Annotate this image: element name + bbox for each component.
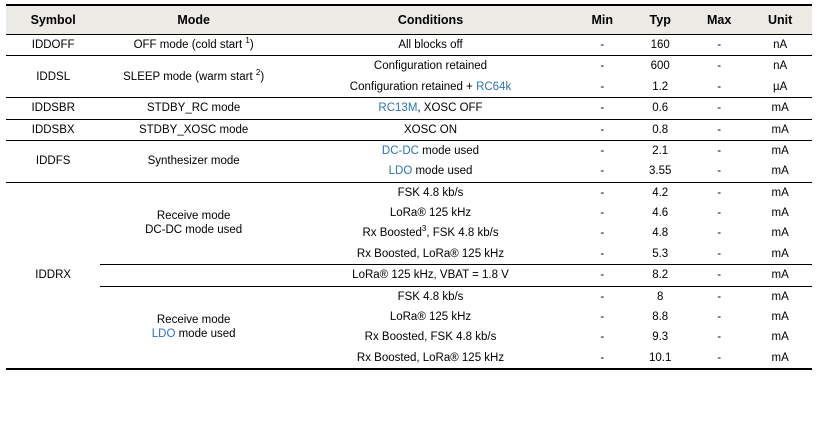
row-symbol: IDDFS bbox=[6, 140, 100, 182]
table-row bbox=[6, 286, 812, 307]
row-typ: 8.2 bbox=[630, 265, 689, 286]
row-symbol: IDDRX bbox=[6, 182, 100, 368]
column-header-typ: Typ bbox=[630, 5, 689, 35]
row-unit: mA bbox=[748, 140, 812, 161]
row-min: - bbox=[600, 351, 605, 364]
column-header-conditions: Conditions bbox=[287, 5, 574, 35]
row-mode-tail: ) bbox=[260, 70, 265, 83]
row-conditions-highlight: LDO bbox=[388, 165, 413, 178]
table-row bbox=[6, 35, 812, 56]
row-mode-highlight: LDO bbox=[151, 328, 176, 341]
row-conditions-post: , FSK 4.8 kb/s bbox=[426, 227, 499, 240]
row-unit: mA bbox=[748, 265, 812, 286]
row-conditions: Rx Boosted, LoRa® 125 kHz bbox=[356, 247, 505, 260]
table-row bbox=[6, 119, 812, 140]
table-row bbox=[6, 98, 812, 119]
row-unit: mA bbox=[771, 247, 789, 260]
row-conditions-post: mode used bbox=[418, 144, 480, 157]
row-mode bbox=[100, 35, 287, 56]
row-typ: 0.6 bbox=[630, 98, 689, 119]
row-min: - bbox=[574, 98, 630, 119]
row-typ: 600 bbox=[630, 56, 689, 77]
row-unit: mA bbox=[748, 182, 812, 203]
row-mode-line2-post: mode used bbox=[175, 328, 236, 341]
table-row bbox=[6, 182, 812, 203]
row-mode bbox=[100, 265, 287, 286]
row-unit: mA bbox=[771, 227, 789, 240]
row-typ: 4.2 bbox=[630, 182, 689, 203]
row-unit: mA bbox=[771, 331, 789, 344]
row-symbol: IDDSBX bbox=[6, 119, 100, 140]
row-max: - bbox=[690, 56, 748, 77]
row-mode-line2: DC-DC mode used bbox=[145, 224, 243, 237]
row-mode-text: SLEEP mode (warm start bbox=[123, 70, 256, 83]
row-conditions: LoRa® 125 kHz bbox=[389, 207, 472, 219]
row-min: - bbox=[600, 310, 605, 323]
row-symbol: IDDOFF bbox=[31, 39, 75, 51]
row-conditions: FSK 4.8 kb/s bbox=[287, 286, 574, 307]
row-unit: mA bbox=[771, 351, 789, 364]
row-typ: 10.1 bbox=[648, 351, 672, 364]
row-conditions-highlight: DC-DC bbox=[381, 144, 419, 157]
row-typ: 8.8 bbox=[652, 310, 669, 323]
row-conditions: Configuration retained bbox=[287, 56, 574, 77]
row-mode: STDBY_XOSC mode bbox=[100, 119, 287, 140]
table-body bbox=[6, 35, 812, 369]
row-max: - bbox=[717, 80, 722, 93]
row-conditions: Rx Boosted, FSK 4.8 kb/s bbox=[364, 331, 497, 344]
row-max: - bbox=[717, 165, 722, 178]
row-conditions: LoRa® 125 kHz, VBAT = 1.8 V bbox=[287, 265, 574, 286]
row-conditions-post: mode used bbox=[412, 165, 473, 178]
table-row bbox=[6, 140, 812, 161]
row-conditions-pre: Configuration retained + bbox=[349, 80, 477, 93]
table-bottom-rule bbox=[6, 368, 812, 370]
row-conditions bbox=[287, 77, 574, 98]
row-conditions bbox=[287, 140, 574, 161]
row-max: - bbox=[690, 119, 748, 140]
row-symbol: IDDSL bbox=[6, 56, 100, 98]
table-row bbox=[6, 265, 812, 286]
row-max: - bbox=[717, 247, 722, 260]
row-conditions: All blocks off bbox=[398, 39, 463, 51]
row-typ: 160 bbox=[650, 39, 670, 51]
row-mode-line1: Receive mode bbox=[156, 210, 231, 222]
row-mode-text: OFF mode (cold start bbox=[133, 39, 246, 51]
row-mode-line2 bbox=[103, 327, 284, 341]
column-header-min: Min bbox=[574, 5, 630, 35]
row-max: - bbox=[690, 182, 748, 203]
footnote-marker: 1 bbox=[245, 36, 250, 46]
row-symbol: IDDSBR bbox=[6, 98, 100, 119]
row-unit: mA bbox=[748, 119, 812, 140]
row-mode-tail: ) bbox=[249, 39, 254, 51]
row-typ: 5.3 bbox=[652, 247, 669, 260]
row-max: - bbox=[717, 39, 722, 51]
row-unit: mA bbox=[771, 310, 789, 323]
row-mode bbox=[100, 182, 287, 265]
row-typ: 2.1 bbox=[630, 140, 689, 161]
row-max: - bbox=[717, 227, 722, 240]
row-min: - bbox=[600, 331, 605, 344]
row-mode: Synthesizer mode bbox=[100, 140, 287, 182]
row-max: - bbox=[717, 207, 722, 219]
column-header-unit: Unit bbox=[748, 5, 812, 35]
row-conditions: FSK 4.8 kb/s bbox=[287, 182, 574, 203]
row-conditions bbox=[287, 161, 574, 182]
row-min: - bbox=[600, 39, 605, 51]
row-max: - bbox=[690, 265, 748, 286]
row-conditions-highlight: RC13M bbox=[378, 102, 418, 115]
row-min: - bbox=[600, 227, 605, 240]
row-unit: nA bbox=[748, 56, 812, 77]
row-conditions bbox=[287, 223, 574, 243]
row-min: - bbox=[574, 140, 630, 161]
column-header-mode: Mode bbox=[100, 5, 287, 35]
electrical-characteristics-table bbox=[6, 4, 812, 368]
row-typ: 4.8 bbox=[652, 227, 669, 240]
row-conditions-highlight: RC64k bbox=[476, 80, 512, 93]
row-typ: 0.8 bbox=[630, 119, 689, 140]
row-unit: mA bbox=[748, 98, 812, 119]
row-typ: 9.3 bbox=[652, 331, 669, 344]
row-mode bbox=[100, 286, 287, 368]
row-min: - bbox=[600, 247, 605, 260]
row-max: - bbox=[690, 140, 748, 161]
row-unit: mA bbox=[771, 207, 789, 219]
table-header bbox=[6, 5, 812, 35]
row-min: - bbox=[574, 182, 630, 203]
row-typ: 4.6 bbox=[652, 207, 669, 219]
footnote-marker: 3 bbox=[421, 224, 427, 234]
row-min: - bbox=[574, 265, 630, 286]
row-unit: mA bbox=[771, 165, 789, 178]
row-unit: nA bbox=[773, 39, 788, 51]
row-conditions: LoRa® 125 kHz bbox=[389, 310, 472, 323]
row-unit: µA bbox=[773, 80, 788, 93]
row-max: - bbox=[717, 331, 722, 344]
row-max: - bbox=[690, 98, 748, 119]
row-max: - bbox=[717, 310, 722, 323]
column-header-symbol: Symbol bbox=[6, 5, 100, 35]
column-header-max: Max bbox=[690, 5, 748, 35]
row-min: - bbox=[574, 56, 630, 77]
row-conditions-pre: Rx Boosted bbox=[362, 227, 422, 240]
row-conditions bbox=[287, 98, 574, 119]
row-min: - bbox=[600, 80, 605, 93]
row-max: - bbox=[717, 351, 722, 364]
row-unit: mA bbox=[748, 286, 812, 307]
row-min: - bbox=[600, 165, 605, 178]
row-conditions: XOSC ON bbox=[287, 119, 574, 140]
row-min: - bbox=[574, 119, 630, 140]
row-mode bbox=[100, 56, 287, 98]
row-typ: 8 bbox=[630, 286, 689, 307]
row-typ: 1.2 bbox=[652, 80, 669, 93]
row-conditions: Rx Boosted, LoRa® 125 kHz bbox=[356, 351, 505, 364]
row-min: - bbox=[600, 207, 605, 219]
row-max: - bbox=[690, 286, 748, 307]
row-mode: STDBY_RC mode bbox=[100, 98, 287, 119]
table-row bbox=[6, 56, 812, 77]
header-row bbox=[6, 5, 812, 35]
row-mode-line1: Receive mode bbox=[156, 313, 231, 326]
row-typ: 3.55 bbox=[648, 165, 672, 178]
row-min: - bbox=[574, 286, 630, 307]
footnote-marker: 2 bbox=[255, 67, 261, 77]
row-conditions-post: , XOSC OFF bbox=[417, 102, 483, 115]
